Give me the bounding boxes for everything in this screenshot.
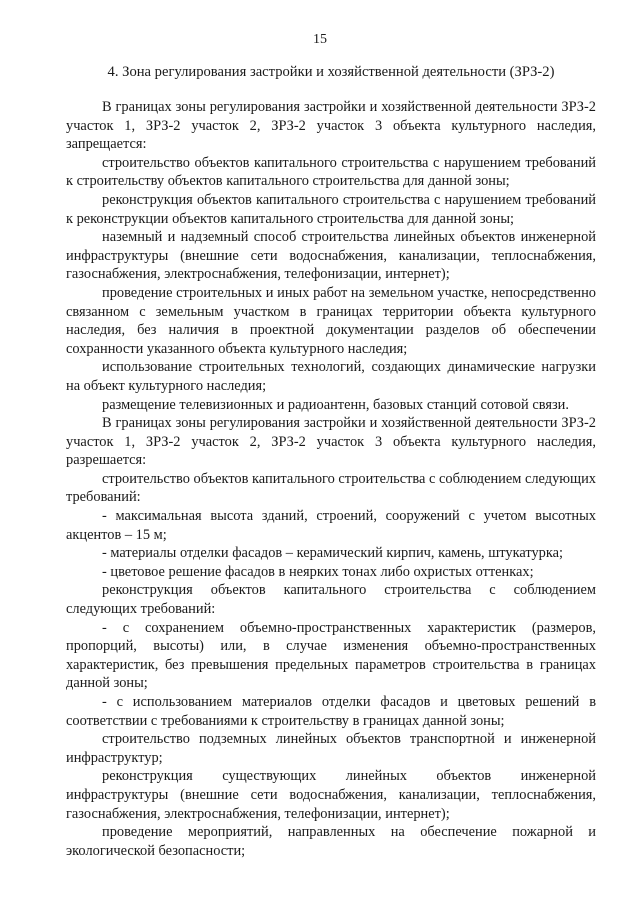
paragraph: реконструкция существующих линейных объектов инженерной инфраструктуры (внешние сети водоснабжения, канализации, теплоснабжения, газоснабжения, электроснабжения, телефонизации, интернет); <box>66 768 596 822</box>
paragraph-prohibited-intro: В границах зоны регулирования застройки и хозяйственной деятельности ЗРЗ-2 участок 1, ЗРЗ-2 участок 2, ЗРЗ-2 участок 3 объекта культурного наследия, запрещается: <box>66 99 596 153</box>
paragraph: использование строительных технологий, создающих динамические нагрузки на объект культурного наследия; <box>66 359 596 394</box>
paragraph: реконструкция объектов капитального строительства с соблюдением следующих требований: <box>66 582 596 618</box>
section-heading: 4. Зона регулирования застройки и хозяйственной деятельности (ЗРЗ-2) <box>107 64 555 80</box>
document-body <box>66 98 596 860</box>
paragraph: - максимальная высота зданий, строений, сооружений с учетом высотных акцентов – 15 м; <box>66 508 596 543</box>
paragraph: строительство объектов капитального строительства с нарушением требований к строительству объектов капитального строительства для данной зоны; <box>66 154 596 190</box>
paragraph: проведение мероприятий, направленных на обеспечение пожарной и экологической безопасности; <box>66 824 596 859</box>
page-number: 15 <box>313 32 327 47</box>
paragraph: - материалы отделки фасадов – керамический кирпич, камень, штукатурка; <box>102 545 564 562</box>
paragraph: - с сохранением объемно-пространственных характеристик (размеров, пропорций, высоты) или, в случае изменения объемно-пространственных характеристик, без превышения предельных параметров строительства в границах данной зоны; <box>66 619 596 692</box>
paragraph: наземный и надземный способ строительства линейных объектов инженерной инфраструктуры (внешние сети водоснабжения, канализации, теплоснабжения, газоснабжения, электроснабжения, телефонизации, интернет); <box>66 229 596 283</box>
paragraph: строительство подземных линейных объектов транспортной и инженерной инфраструктур; <box>66 731 596 766</box>
paragraph: - с использованием материалов отделки фасадов и цветовых решений в соответствии с требованиями к строительству в границах данной зоны; <box>66 694 596 729</box>
paragraph: строительство объектов капитального строительства с соблюдением следующих требований: <box>66 470 596 506</box>
paragraph: проведение строительных и иных работ на земельном участке, непосредственно связанном с земельным участком в границах территории объекта культурного наследия, без наличия в проектной документации разделов об обеспечении сохранности указанного объекта культурного наследия; <box>66 284 596 357</box>
paragraph-permitted-intro: В границах зоны регулирования застройки и хозяйственной деятельности ЗРЗ-2 участок 1, ЗРЗ-2 участок 2, ЗРЗ-2 участок 3 объекта культурного наследия, разрешается: <box>66 415 596 469</box>
paragraph: реконструкция объектов капитального строительства с нарушением требований к реконструкции объектов капитального строительства для данной зоны; <box>66 191 596 227</box>
paragraph: - цветовое решение фасадов в неярких тонах либо охристых оттенках; <box>102 563 534 580</box>
paragraph: размещение телевизионных и радиоантенн, базовых станций сотовой связи. <box>102 396 569 413</box>
